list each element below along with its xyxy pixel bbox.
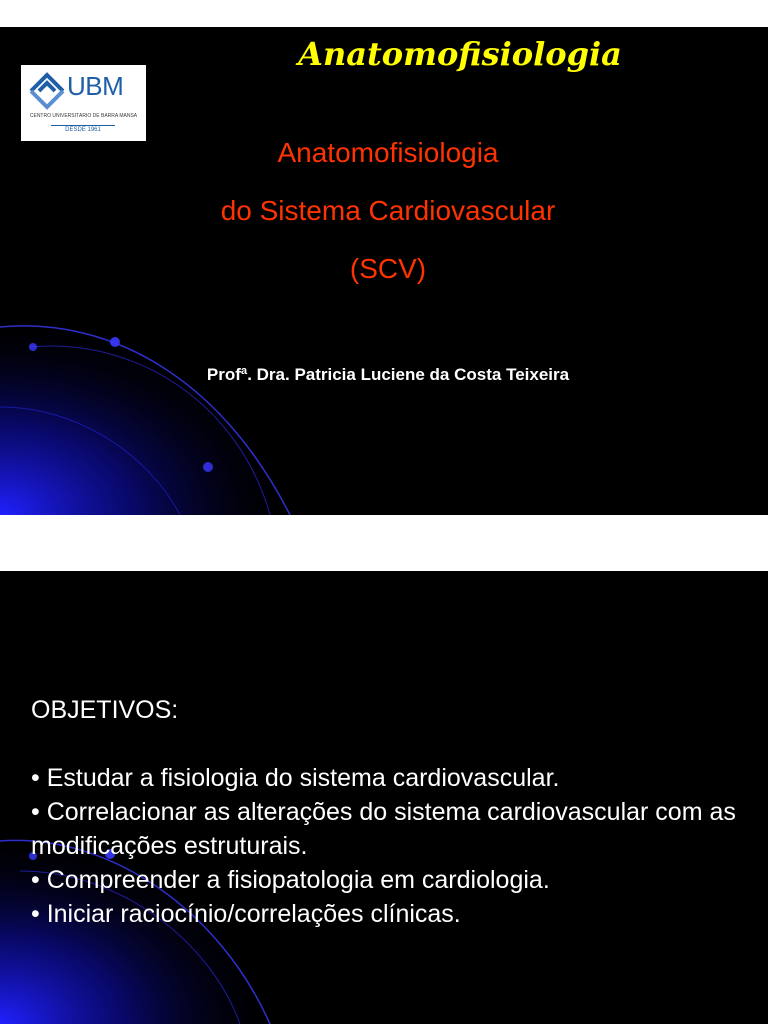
objective-item: • Estudar a fisiologia do sistema cardiovascular. bbox=[31, 764, 560, 792]
objectives-heading: OBJETIVOS: bbox=[31, 696, 179, 724]
logo-since: DESDE 1961 bbox=[51, 125, 115, 133]
objective-item: • Iniciar raciocínio/correlações clínicas. bbox=[31, 900, 461, 928]
header-title: Anatomofisiologia bbox=[298, 35, 622, 73]
objective-item: • Correlacionar as alterações do sistema cardiovascular com as modificações estruturais. bbox=[31, 798, 736, 860]
ubm-emblem-icon bbox=[27, 71, 67, 111]
objectives-content bbox=[31, 693, 751, 931]
objectives-slide bbox=[0, 571, 768, 1024]
main-title-line: (SCV) bbox=[349, 253, 427, 284]
ubm-logo bbox=[21, 65, 146, 141]
main-title-line: do Sistema Cardiovascular bbox=[220, 195, 556, 226]
logo-name: UBM bbox=[67, 71, 124, 101]
title-slide bbox=[0, 27, 768, 515]
objective-item: • Compreender a fisiopatologia em cardiologia. bbox=[31, 866, 550, 894]
main-title-line: Anatomofisiologia bbox=[277, 137, 499, 168]
author-name: Profª. Dra. Patricia Luciene da Costa Teixeira bbox=[206, 365, 570, 384]
logo-subtitle: CENTRO UNIVERSITÁRIO DE BARRA MANSA bbox=[29, 113, 138, 119]
